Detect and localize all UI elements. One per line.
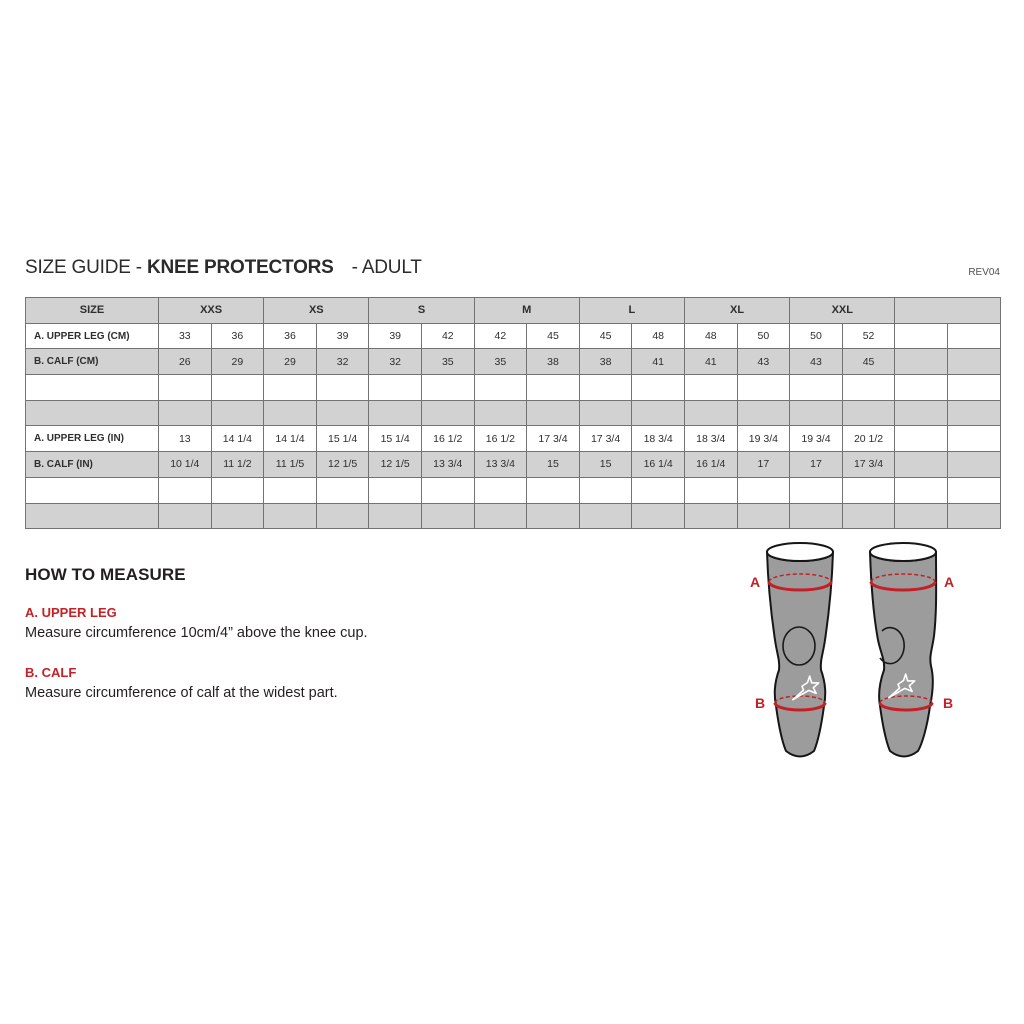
table-cell: 12 1/5 bbox=[316, 452, 369, 478]
table-cell: 18 3/4 bbox=[684, 426, 737, 452]
table-cell: 48 bbox=[684, 323, 737, 349]
table-cell bbox=[421, 375, 474, 401]
table-cell: 42 bbox=[474, 323, 527, 349]
table-cell: 36 bbox=[264, 323, 317, 349]
table-cell bbox=[316, 400, 369, 426]
table-cell: 45 bbox=[527, 323, 580, 349]
table-cell: 48 bbox=[632, 323, 685, 349]
header-xxl: XXL bbox=[790, 298, 895, 324]
table-cell bbox=[579, 375, 632, 401]
table-cell: 32 bbox=[369, 349, 422, 375]
table-cell bbox=[895, 375, 948, 401]
table-cell bbox=[895, 477, 948, 503]
marker-b-right: B bbox=[942, 695, 954, 711]
table-cell bbox=[316, 375, 369, 401]
table-cell: 35 bbox=[474, 349, 527, 375]
table-cell: 15 1/4 bbox=[369, 426, 422, 452]
measure-item-a-text: Measure circumference 10cm/4” above the knee cup. bbox=[25, 625, 368, 641]
table-cell bbox=[632, 503, 685, 529]
size-table-body bbox=[26, 323, 1001, 529]
table-cell bbox=[527, 503, 580, 529]
table-cell: 36 bbox=[211, 323, 264, 349]
table-cell: 32 bbox=[316, 349, 369, 375]
table-cell bbox=[947, 375, 1000, 401]
table-cell bbox=[632, 477, 685, 503]
table-cell bbox=[790, 477, 843, 503]
table-cell bbox=[947, 400, 1000, 426]
table-cell: 11 1/5 bbox=[264, 452, 317, 478]
row-label bbox=[26, 503, 159, 529]
table-cell bbox=[474, 400, 527, 426]
table-cell bbox=[369, 400, 422, 426]
table-cell bbox=[895, 323, 948, 349]
table-cell bbox=[790, 400, 843, 426]
table-cell bbox=[159, 375, 212, 401]
table-cell: 33 bbox=[159, 323, 212, 349]
table-cell bbox=[684, 503, 737, 529]
table-cell: 41 bbox=[684, 349, 737, 375]
table-row bbox=[26, 452, 1001, 478]
header-m: M bbox=[474, 298, 579, 324]
table-cell bbox=[947, 323, 1000, 349]
table-cell bbox=[632, 375, 685, 401]
how-to-measure-heading: HOW TO MEASURE bbox=[25, 565, 186, 584]
table-cell bbox=[211, 477, 264, 503]
table-cell bbox=[159, 400, 212, 426]
table-cell: 35 bbox=[421, 349, 474, 375]
table-cell bbox=[211, 375, 264, 401]
table-row bbox=[26, 477, 1001, 503]
table-cell bbox=[211, 503, 264, 529]
table-cell bbox=[947, 349, 1000, 375]
revision-label: REV04 bbox=[968, 267, 1000, 278]
header-xs: XS bbox=[264, 298, 369, 324]
row-label: A. UPPER LEG (IN) bbox=[26, 426, 159, 452]
row-label: A. UPPER LEG (CM) bbox=[26, 323, 159, 349]
row-label bbox=[26, 400, 159, 426]
table-cell: 16 1/2 bbox=[474, 426, 527, 452]
title-product: KNEE PROTECTORS bbox=[146, 257, 334, 278]
table-cell: 13 bbox=[159, 426, 212, 452]
table-cell: 19 3/4 bbox=[790, 426, 843, 452]
table-cell bbox=[737, 400, 790, 426]
table-cell bbox=[527, 400, 580, 426]
table-cell bbox=[684, 477, 737, 503]
table-cell: 15 1/4 bbox=[316, 426, 369, 452]
table-cell bbox=[895, 426, 948, 452]
row-label bbox=[26, 375, 159, 401]
table-cell: 17 3/4 bbox=[579, 426, 632, 452]
table-row bbox=[26, 349, 1001, 375]
table-cell bbox=[474, 375, 527, 401]
table-cell: 52 bbox=[842, 323, 895, 349]
table-cell bbox=[842, 400, 895, 426]
leg-body bbox=[767, 552, 833, 757]
row-label: B. CALF (IN) bbox=[26, 452, 159, 478]
header-empty bbox=[895, 298, 1000, 324]
row-label: B. CALF (CM) bbox=[26, 349, 159, 375]
table-row bbox=[26, 375, 1001, 401]
table-cell bbox=[159, 503, 212, 529]
table-cell: 14 1/4 bbox=[211, 426, 264, 452]
table-cell bbox=[369, 503, 422, 529]
table-cell: 14 1/4 bbox=[264, 426, 317, 452]
marker-a-right: A bbox=[943, 574, 955, 590]
table-cell bbox=[159, 477, 212, 503]
table-cell bbox=[369, 375, 422, 401]
table-cell: 29 bbox=[211, 349, 264, 375]
table-cell: 43 bbox=[790, 349, 843, 375]
table-cell bbox=[895, 452, 948, 478]
table-cell bbox=[264, 477, 317, 503]
table-cell: 41 bbox=[632, 349, 685, 375]
measure-item-b-title: B. CALF bbox=[25, 665, 77, 680]
table-cell bbox=[842, 503, 895, 529]
table-cell: 39 bbox=[369, 323, 422, 349]
table-cell: 45 bbox=[579, 323, 632, 349]
knee-protector-front bbox=[750, 543, 833, 757]
table-cell bbox=[264, 503, 317, 529]
sleeve-opening bbox=[767, 543, 833, 561]
table-cell: 17 3/4 bbox=[842, 452, 895, 478]
table-cell bbox=[895, 503, 948, 529]
table-row bbox=[26, 323, 1001, 349]
table-row bbox=[26, 503, 1001, 529]
table-cell bbox=[842, 375, 895, 401]
table-cell: 42 bbox=[421, 323, 474, 349]
knee-protector-illustration bbox=[742, 538, 974, 773]
measure-item-b-text: Measure circumference of calf at the widest part. bbox=[25, 685, 338, 701]
table-cell: 26 bbox=[159, 349, 212, 375]
table-cell: 45 bbox=[842, 349, 895, 375]
marker-b-left: B bbox=[754, 695, 766, 711]
row-label bbox=[26, 477, 159, 503]
knee-protector-side bbox=[870, 543, 954, 757]
page-title bbox=[25, 257, 1000, 279]
table-cell bbox=[737, 503, 790, 529]
table-cell: 16 1/2 bbox=[421, 426, 474, 452]
table-cell: 18 3/4 bbox=[632, 426, 685, 452]
table-cell bbox=[842, 477, 895, 503]
header-size: SIZE bbox=[26, 298, 159, 324]
table-cell: 17 bbox=[737, 452, 790, 478]
header-xl: XL bbox=[684, 298, 789, 324]
table-cell: 20 1/2 bbox=[842, 426, 895, 452]
table-cell: 12 1/5 bbox=[369, 452, 422, 478]
table-cell: 43 bbox=[737, 349, 790, 375]
table-cell bbox=[737, 477, 790, 503]
header-s: S bbox=[369, 298, 474, 324]
size-table bbox=[25, 297, 1001, 529]
table-cell: 17 bbox=[790, 452, 843, 478]
header-l: L bbox=[579, 298, 684, 324]
table-cell: 38 bbox=[527, 349, 580, 375]
table-cell bbox=[947, 503, 1000, 529]
table-cell: 15 bbox=[579, 452, 632, 478]
header-xxs: XXS bbox=[159, 298, 264, 324]
table-cell bbox=[474, 503, 527, 529]
how-to-measure-section bbox=[25, 565, 495, 725]
table-cell: 29 bbox=[264, 349, 317, 375]
table-cell bbox=[421, 477, 474, 503]
table-cell bbox=[369, 477, 422, 503]
table-cell bbox=[264, 375, 317, 401]
table-cell bbox=[579, 400, 632, 426]
table-cell bbox=[421, 400, 474, 426]
table-cell bbox=[527, 375, 580, 401]
table-cell bbox=[579, 477, 632, 503]
table-cell bbox=[947, 452, 1000, 478]
table-cell: 15 bbox=[527, 452, 580, 478]
table-cell bbox=[684, 400, 737, 426]
table-cell: 16 1/4 bbox=[632, 452, 685, 478]
table-cell bbox=[790, 375, 843, 401]
table-cell bbox=[264, 400, 317, 426]
marker-a-left: A bbox=[749, 574, 761, 590]
table-cell: 17 3/4 bbox=[527, 426, 580, 452]
table-cell bbox=[895, 400, 948, 426]
table-cell bbox=[421, 503, 474, 529]
sleeve-opening bbox=[870, 543, 936, 561]
table-header-row bbox=[26, 298, 1001, 324]
measure-item-a-title: A. UPPER LEG bbox=[25, 605, 117, 620]
table-cell: 39 bbox=[316, 323, 369, 349]
table-cell: 50 bbox=[737, 323, 790, 349]
table-cell bbox=[474, 477, 527, 503]
table-row bbox=[26, 426, 1001, 452]
table-cell bbox=[737, 375, 790, 401]
table-cell bbox=[947, 426, 1000, 452]
table-cell: 13 3/4 bbox=[474, 452, 527, 478]
table-cell: 19 3/4 bbox=[737, 426, 790, 452]
title-audience: - ADULT bbox=[351, 257, 422, 278]
table-row bbox=[26, 400, 1001, 426]
table-cell bbox=[684, 375, 737, 401]
table-cell bbox=[790, 503, 843, 529]
table-cell bbox=[579, 503, 632, 529]
table-cell bbox=[632, 400, 685, 426]
table-cell bbox=[895, 349, 948, 375]
table-cell: 38 bbox=[579, 349, 632, 375]
table-cell: 11 1/2 bbox=[211, 452, 264, 478]
table-cell bbox=[316, 477, 369, 503]
table-cell: 16 1/4 bbox=[684, 452, 737, 478]
table-cell: 10 1/4 bbox=[159, 452, 212, 478]
table-cell: 50 bbox=[790, 323, 843, 349]
table-cell bbox=[211, 400, 264, 426]
table-cell bbox=[527, 477, 580, 503]
table-cell bbox=[316, 503, 369, 529]
title-prefix: SIZE GUIDE - bbox=[25, 257, 147, 278]
table-cell: 13 3/4 bbox=[421, 452, 474, 478]
table-cell bbox=[947, 477, 1000, 503]
